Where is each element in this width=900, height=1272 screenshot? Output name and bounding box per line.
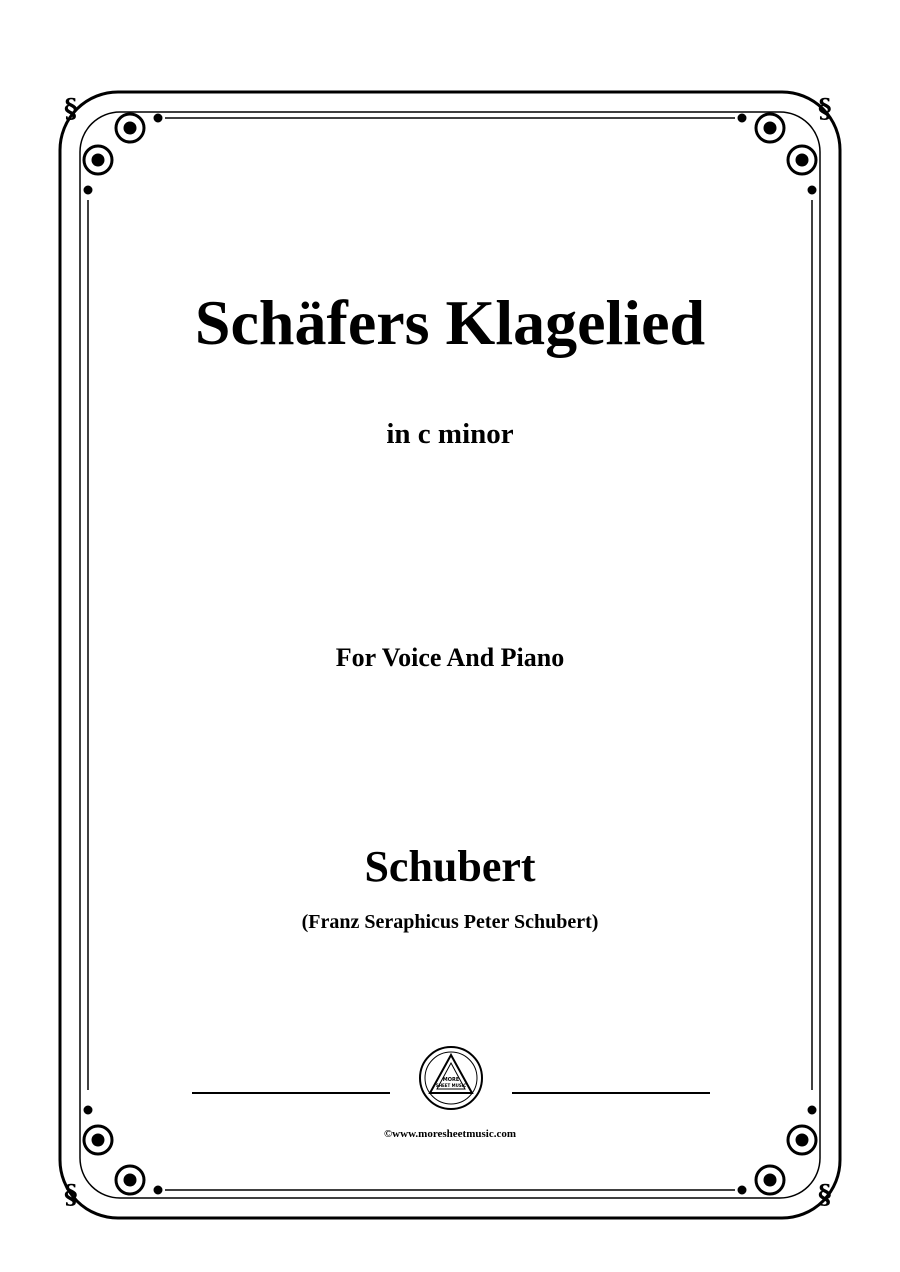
corner-ornament-top-right: § xyxy=(818,94,832,124)
corner-ornament-bottom-right: § xyxy=(818,1180,832,1210)
instrumentation-text: For Voice And Piano xyxy=(335,643,565,672)
divider-left xyxy=(192,1092,390,1094)
composer-name: Schubert xyxy=(364,842,536,891)
key-subtitle: in c minor xyxy=(386,418,514,450)
publisher-seal-logo xyxy=(418,1045,484,1111)
composer-full-name: (Franz Seraphicus Peter Schubert) xyxy=(301,911,599,933)
svg-text:SHEET MUSIC: SHEET MUSIC xyxy=(435,1083,467,1088)
svg-text:MORE: MORE xyxy=(442,1077,460,1083)
corner-ornament-top-left: § xyxy=(64,94,78,124)
page-title: Schäfers Klagelied xyxy=(194,287,706,358)
corner-ornament-bottom-left: § xyxy=(64,1180,78,1210)
copyright-notice: ©www.moresheetmusic.com xyxy=(383,1128,517,1140)
divider-right xyxy=(512,1092,710,1094)
